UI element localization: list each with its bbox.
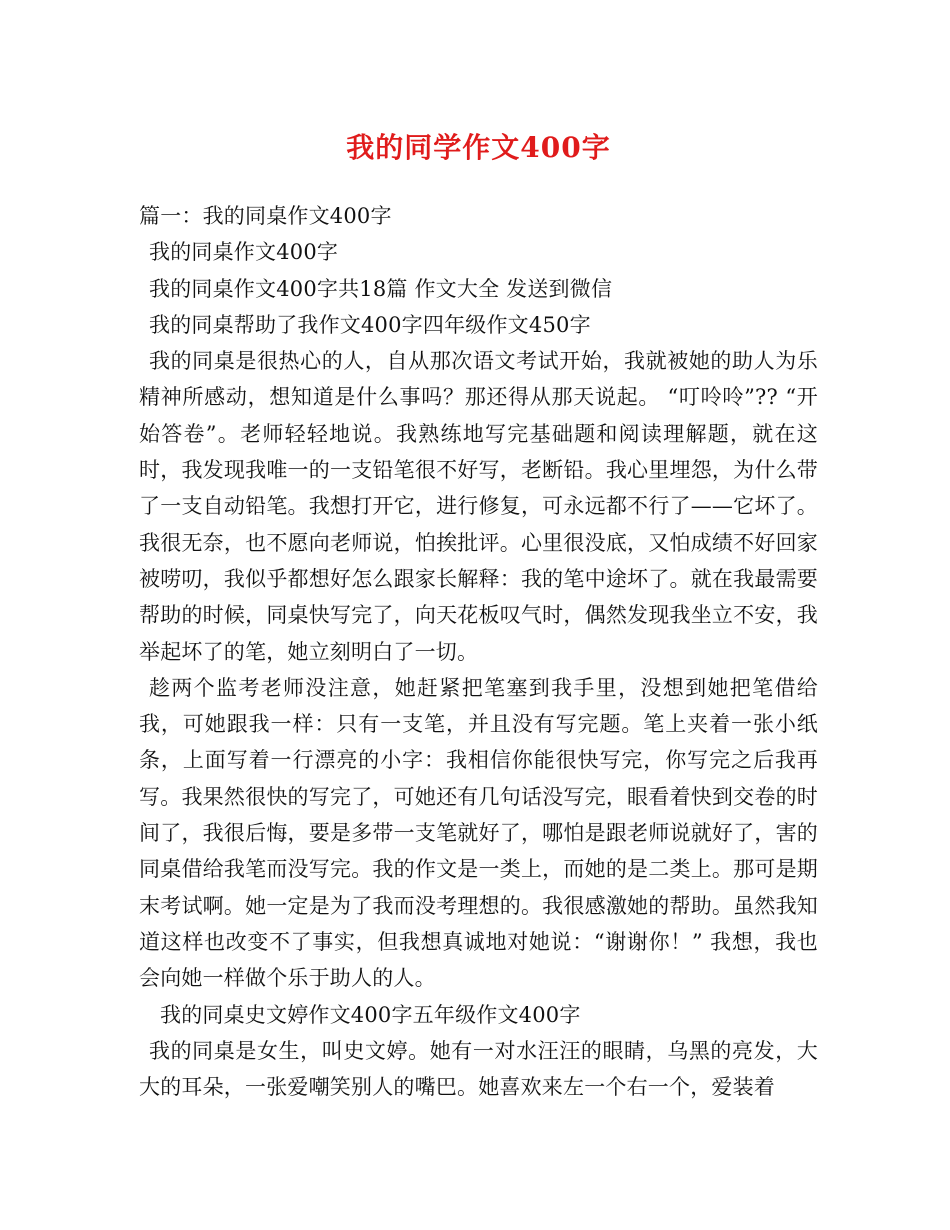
article-subtitle: 我的同桌帮助了我作文400字四年级作文450字 [149,312,591,337]
paragraph-3: 我的同桌是女生，叫史文婷。她有一对水汪汪的眼睛，乌黑的亮发，大大的耳朵，一张爱嘲笑别人的嘴巴。她喜欢来左一个右一个，爱装着 [139,1038,818,1100]
paragraph-2: 趁两个监考老师没注意，她赶紧把笔塞到我手里，没想到她把笔借给我，可她跟我一样：只有一支笔，并且没有写完题。笔上夹着一张小纸条，上面写着一行漂亮的小字：我相信你能很快写完，你写完之后我再写。我果然很快的写完了，可她还有几句话没写完，眼看着快到交卷的时间了，我很后悔，要是多带一支笔就好了，哪怕是跟老师说就好了，害的同桌借给我笔而没写完。我的作文是一类上，而她的是二类上。那可是期末考试啊。她一定是为了我而没考理想的。我很感激她的帮助。虽然我知道这样也改变不了事实，但我想真诚地对她说：“谢谢你！” 我想，我也会向她一样做个乐于助人的人。 [139,675,818,991]
document-body [139,198,818,1105]
document-title: 我的同学作文400字 [346,131,611,164]
article-subheading: 我的同桌史文婷作文400字五年级作文400字 [160,1002,581,1027]
article-meta: 我的同桌作文400字共18篇 作文大全 发送到微信 [149,276,613,301]
section-heading: 篇一：我的同桌作文400字 [139,204,392,228]
paragraph-1: 我的同桌是很热心的人，自从那次语文考试开始，我就被她的助人为乐精神所感动，想知道是什么事吗？那还得从那天说起。 “叮呤呤”?? “开始答卷”。老师轻轻地说。我熟练地写完基础题和阅读理解题，就在这时，我发现我唯一的一支铅笔很不好写，老断铅。我心里埋怨，为什么带了一支自动铅笔。我想打开它，进行修复，可永远都不行了——它坏了。我很无奈，也不愿向老师说，怕挨批评。心里很没底，又怕成绩不好回家被唠叨，我似乎都想好怎么跟家长解释：我的笔中途坏了。就在我最需要帮助的时候，同桌快写完了，向天花板叹气时，偶然发现我坐立不安，我举起坏了的笔，她立刻明白了一切。 [139,349,818,664]
article-title: 我的同桌作文400字 [149,240,339,265]
